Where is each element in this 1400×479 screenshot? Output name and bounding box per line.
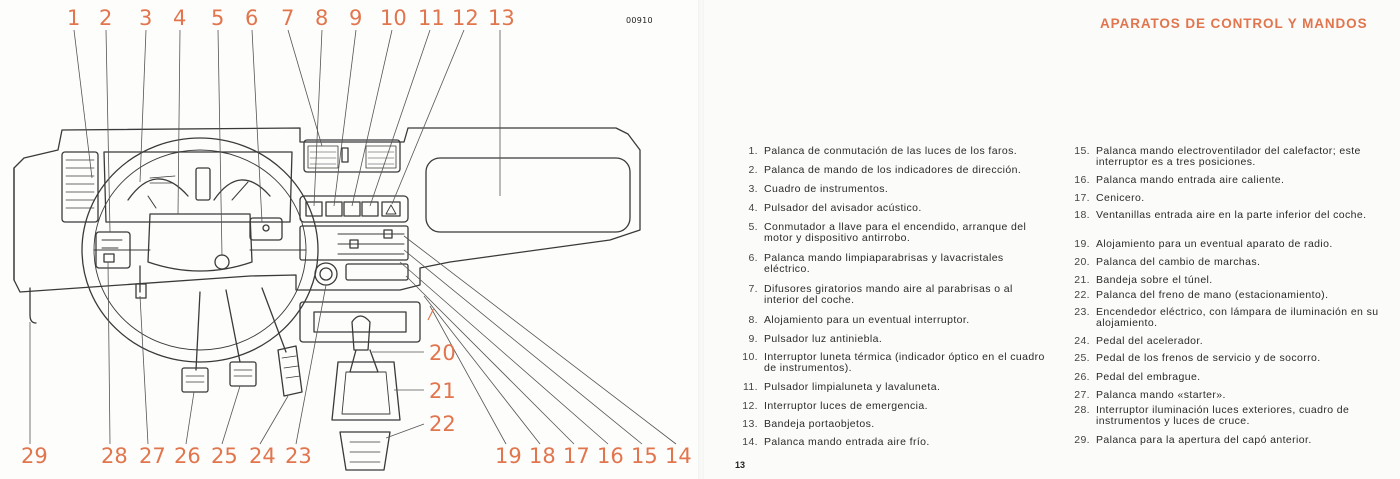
item-number: 21. bbox=[1074, 274, 1090, 286]
item-text: Pedal del embrague. bbox=[1096, 371, 1201, 383]
item-text: Palanca mando entrada aire frío. bbox=[764, 436, 930, 448]
list-item bbox=[1068, 405, 1384, 427]
speedometer bbox=[128, 179, 188, 200]
callout-21: 21 bbox=[429, 379, 456, 403]
list-item bbox=[1068, 307, 1384, 329]
legend-list-right bbox=[1068, 0, 1384, 479]
brake-pedal-arm bbox=[226, 290, 240, 362]
item-text: Cuadro de instrumentos. bbox=[764, 183, 889, 195]
callout-25: 25 bbox=[211, 444, 238, 468]
callout-16: 16 bbox=[597, 444, 624, 468]
callout-24: 24 bbox=[249, 444, 276, 468]
item-number: 5. bbox=[748, 221, 758, 233]
list-item bbox=[1068, 210, 1384, 221]
item-text: Bandeja sobre el túnel. bbox=[1096, 274, 1213, 286]
item-number: 1. bbox=[748, 145, 758, 157]
gear-lever bbox=[352, 316, 370, 350]
callout-20: 20 bbox=[429, 341, 456, 365]
clutch-pedal-arm bbox=[196, 292, 200, 370]
item-text: Palanca para la apertura del capó anterior. bbox=[1096, 434, 1312, 446]
callout-3: 3 bbox=[139, 6, 153, 30]
callout-19: 19 bbox=[495, 444, 522, 468]
item-number: 17. bbox=[1074, 192, 1090, 204]
item-text: Interruptor iluminación luces exteriores, cuadro de instrumentos y luces de cruce. bbox=[1096, 404, 1350, 428]
figure-code: 00910 bbox=[626, 16, 653, 25]
callout-2: 2 bbox=[99, 6, 113, 30]
list-item bbox=[736, 203, 1046, 214]
item-number: 23. bbox=[1074, 306, 1090, 318]
callout-13: 13 bbox=[488, 6, 515, 30]
item-number: 10. bbox=[742, 351, 758, 363]
item-number: 28. bbox=[1074, 404, 1090, 416]
list-item bbox=[1068, 336, 1384, 347]
list-item bbox=[736, 382, 1046, 393]
item-text: Palanca mando «starter». bbox=[1096, 389, 1226, 401]
list-item bbox=[1068, 435, 1384, 446]
item-number: 3. bbox=[748, 183, 758, 195]
radio-slot bbox=[300, 302, 420, 342]
list-item bbox=[736, 352, 1046, 374]
item-text: Cenicero. bbox=[1096, 192, 1145, 204]
callout-23: 23 bbox=[285, 444, 312, 468]
list-item bbox=[736, 315, 1046, 326]
callout-26: 26 bbox=[174, 444, 201, 468]
item-text: Pedal de los frenos de servicio y de socorro. bbox=[1096, 352, 1321, 364]
item-text: Encendedor eléctrico, con lámpara de iluminación en su alojamiento. bbox=[1096, 306, 1379, 330]
item-text: Alojamiento para un eventual interruptor. bbox=[764, 314, 970, 326]
item-text: Palanca del cambio de marchas. bbox=[1096, 256, 1261, 268]
accelerator-pedal bbox=[278, 346, 302, 396]
item-text: Pulsador luz antiniebla. bbox=[764, 333, 883, 345]
list-item bbox=[736, 334, 1046, 345]
list-item bbox=[736, 284, 1046, 306]
list-item bbox=[1068, 193, 1384, 204]
tachometer bbox=[214, 180, 270, 200]
item-number: 13. bbox=[742, 418, 758, 430]
item-number: 24. bbox=[1074, 335, 1090, 347]
item-number: 15. bbox=[1074, 145, 1090, 157]
list-item bbox=[1068, 257, 1384, 268]
callout-14: 14 bbox=[665, 444, 692, 468]
list-item bbox=[1068, 390, 1384, 401]
item-text: Pulsador del avisador acústico. bbox=[764, 202, 922, 214]
wiper-switch bbox=[250, 218, 282, 240]
item-number: 16. bbox=[1074, 174, 1090, 186]
callout-9: 9 bbox=[349, 6, 363, 30]
item-number: 14. bbox=[742, 436, 758, 448]
list-item bbox=[736, 165, 1046, 176]
item-number: 27. bbox=[1074, 389, 1090, 401]
section-title: APARATOS DE CONTROL Y MANDOS bbox=[1100, 16, 1368, 31]
handbrake bbox=[340, 432, 390, 470]
callout-1: 1 bbox=[67, 6, 81, 30]
item-text: Alojamiento para un eventual aparato de radio. bbox=[1096, 238, 1333, 250]
page-number: 13 bbox=[735, 460, 746, 470]
item-text: Palanca de mando de los indicadores de dirección. bbox=[764, 164, 1022, 176]
item-number: 8. bbox=[748, 314, 758, 326]
callout-28: 28 bbox=[101, 444, 128, 468]
item-number: 11. bbox=[742, 381, 758, 393]
callout-10: 10 bbox=[380, 6, 407, 30]
item-text: Palanca de conmutación de las luces de los faros. bbox=[764, 145, 1018, 157]
callout-8: 8 bbox=[315, 6, 329, 30]
brake-pedal bbox=[230, 362, 256, 386]
center-vents bbox=[304, 140, 400, 172]
item-number: 2. bbox=[748, 164, 758, 176]
clutch-pedal bbox=[182, 368, 208, 392]
item-text: Palanca mando entrada aire caliente. bbox=[1096, 174, 1285, 186]
item-text: Pulsador limpialuneta y lavaluneta. bbox=[764, 381, 941, 393]
item-text: Conmutador a llave para el encendido, arranque del motor y dispositivo antirrobo. bbox=[764, 221, 1027, 245]
item-text: Palanca mando limpiaparabrisas y lavacristales eléctrico. bbox=[764, 252, 1004, 276]
item-number: 22. bbox=[1074, 289, 1090, 301]
list-item bbox=[736, 419, 1046, 430]
item-number: 9. bbox=[748, 333, 758, 345]
switch-rear-wiper bbox=[362, 202, 378, 216]
item-number: 4. bbox=[748, 202, 758, 214]
switch-panel bbox=[300, 196, 408, 222]
callout-27: 27 bbox=[139, 444, 166, 468]
left-vent bbox=[62, 152, 98, 222]
instrument-cluster bbox=[104, 152, 292, 222]
callout-4: 4 bbox=[173, 6, 187, 30]
callout-17: 17 bbox=[563, 444, 590, 468]
item-number: 26. bbox=[1074, 371, 1090, 383]
callout-5: 5 bbox=[211, 6, 225, 30]
item-number: 29. bbox=[1074, 434, 1090, 446]
item-text: Bandeja portaobjetos. bbox=[764, 418, 875, 430]
glovebox bbox=[426, 158, 630, 232]
item-text: Ventanillas entrada aire en la parte inferior del coche. bbox=[1096, 209, 1367, 221]
callout-12: 12 bbox=[452, 6, 479, 30]
hood-release-lever bbox=[30, 288, 36, 323]
list-item bbox=[736, 401, 1046, 412]
item-text: Palanca del freno de mano (estacionamiento). bbox=[1096, 289, 1329, 301]
list-item bbox=[1068, 175, 1384, 186]
callout-6: 6 bbox=[245, 6, 259, 30]
item-number: 7. bbox=[748, 283, 758, 295]
list-item bbox=[736, 184, 1046, 195]
switch-rear-defrost bbox=[344, 202, 360, 216]
list-item bbox=[1068, 239, 1384, 250]
item-text: Palanca mando electroventilador del calefactor; este interruptor es a tres posiciones. bbox=[1096, 145, 1361, 169]
item-text: Interruptor luces de emergencia. bbox=[764, 400, 928, 412]
callout-11: 11 bbox=[418, 6, 445, 30]
callout-15: 15 bbox=[631, 444, 658, 468]
item-text: Interruptor luneta térmica (indicador óptico en el cuadro de instrumentos). bbox=[764, 351, 1045, 375]
callout-29: 29 bbox=[21, 444, 48, 468]
list-item bbox=[1068, 146, 1384, 168]
list-item bbox=[736, 146, 1046, 157]
list-item bbox=[1068, 275, 1384, 286]
callout-22: 22 bbox=[429, 412, 456, 436]
callout-7: 7 bbox=[281, 6, 295, 30]
item-number: 12. bbox=[742, 400, 758, 412]
list-item bbox=[1068, 353, 1384, 364]
item-number: 18. bbox=[1074, 209, 1090, 221]
ashtray bbox=[346, 264, 408, 280]
list-item bbox=[736, 253, 1046, 275]
list-item bbox=[736, 437, 1046, 448]
item-number: 19. bbox=[1074, 238, 1090, 250]
item-number: 25. bbox=[1074, 352, 1090, 364]
cigarette-lighter bbox=[315, 263, 337, 285]
legend-list-left bbox=[736, 0, 1046, 479]
item-number: 20. bbox=[1074, 256, 1090, 268]
list-item bbox=[1068, 372, 1384, 383]
item-text: Pedal del acelerador. bbox=[1096, 335, 1204, 347]
callout-18: 18 bbox=[529, 444, 556, 468]
list-item bbox=[736, 222, 1046, 244]
list-item bbox=[1068, 290, 1384, 301]
item-number: 6. bbox=[748, 252, 758, 264]
item-text: Difusores giratorios mando aire al parabrisas o al interior del coche. bbox=[764, 283, 1013, 307]
